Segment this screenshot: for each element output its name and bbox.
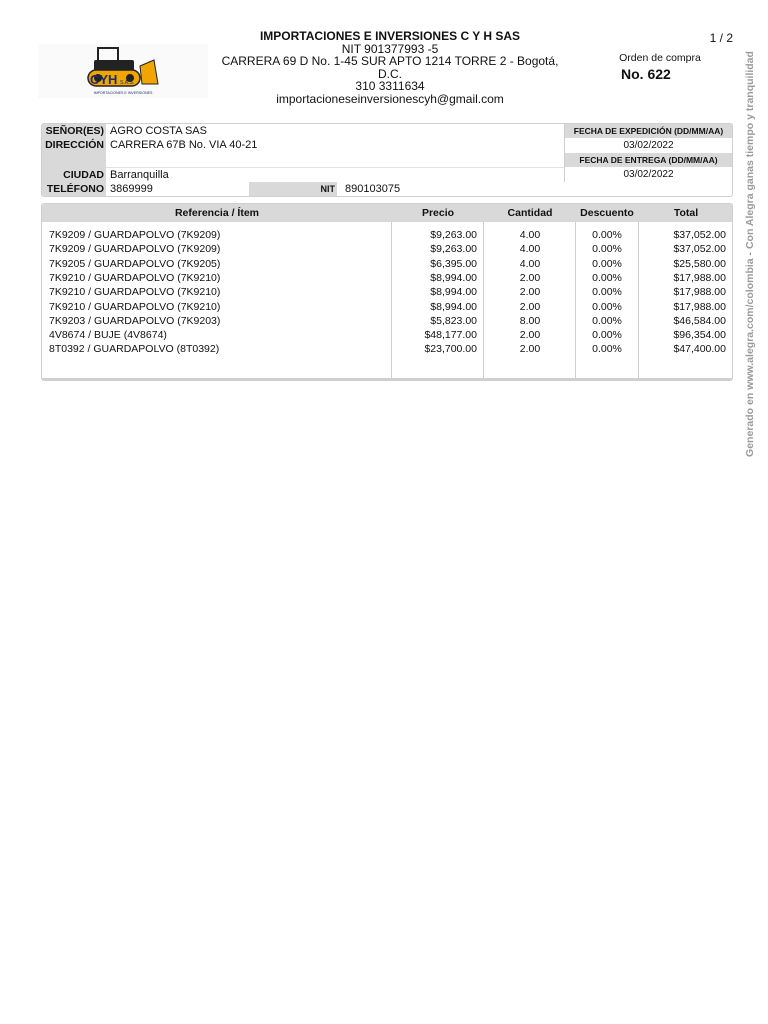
value-telefono: 3869999 — [110, 183, 153, 195]
cell-precio: $6,395.00 — [430, 257, 477, 270]
side-note — [742, 52, 758, 456]
header-referencia: Referencia / Ítem — [174, 207, 260, 219]
cell-precio: $5,823.00 — [430, 314, 477, 327]
table-row — [42, 343, 732, 357]
cell-total: $25,580.00 — [673, 257, 726, 270]
cell-ref: 8T0392 / GUARDAPOLVO (8T0392) — [49, 343, 220, 356]
cell-precio: $8,994.00 — [430, 271, 477, 284]
company-phone: 310 3311634 — [355, 79, 425, 93]
value-nit: 890103075 — [345, 183, 401, 195]
company-name: IMPORTACIONES E INVERSIONES C Y H SAS — [259, 29, 521, 43]
cell-ref: 7K9205 / GUARDAPOLVO (7K9205) — [49, 257, 221, 270]
cell-cantidad: 2.00 — [519, 343, 541, 356]
purchase-order — [600, 52, 720, 82]
cell-cantidad: 4.00 — [519, 257, 541, 270]
label-telefono: TELÉFONO — [42, 182, 106, 196]
cell-total: $37,052.00 — [673, 229, 726, 241]
cell-cantidad: 4.00 — [519, 229, 541, 241]
table-row — [42, 272, 732, 286]
cell-total: $17,988.00 — [673, 271, 726, 284]
company-info — [210, 30, 570, 105]
table-row — [42, 329, 732, 343]
order-number: No. 622 — [621, 66, 671, 82]
fecha-expedicion-value: 03/02/2022 — [623, 140, 674, 151]
cell-descuento: 0.00% — [592, 229, 622, 241]
table-row — [42, 315, 732, 329]
cell-ref: 7K9203 / GUARDAPOLVO (7K9203) — [49, 314, 221, 327]
header-descuento: Descuento — [580, 207, 634, 219]
table-row — [42, 243, 732, 257]
cell-total: $47,400.00 — [673, 343, 726, 356]
header-total: Total — [673, 207, 699, 219]
cell-precio: $23,700.00 — [424, 343, 477, 356]
fecha-entrega-value: 03/02/2022 — [623, 169, 674, 180]
cell-total: $17,988.00 — [673, 286, 726, 299]
cell-cantidad: 4.00 — [519, 243, 541, 256]
cell-total: $17,988.00 — [673, 300, 726, 313]
company-email: importacioneseinversionescyh@gmail.com — [276, 91, 504, 106]
cell-total: $37,052.00 — [673, 243, 726, 256]
cell-ref: 7K9210 / GUARDAPOLVO (7K9210) — [49, 271, 221, 284]
page-number: 1 / 2 — [709, 31, 733, 45]
client-info-box — [41, 123, 733, 197]
table-row — [42, 286, 732, 300]
cell-cantidad: 2.00 — [519, 300, 541, 313]
cell-cantidad: 2.00 — [519, 271, 541, 284]
cell-ref: 7K9210 / GUARDAPOLVO (7K9210) — [49, 286, 221, 299]
table-row — [42, 258, 732, 272]
value-senores: AGRO COSTA SAS — [110, 125, 207, 137]
cell-precio: $48,177.00 — [424, 329, 477, 342]
cell-ref: 7K9210 / GUARDAPOLVO (7K9210) — [49, 300, 221, 313]
table-row — [42, 301, 732, 315]
company-logo — [38, 44, 208, 98]
header-precio: Precio — [421, 207, 455, 219]
cell-cantidad: 8.00 — [519, 314, 541, 327]
bulldozer-logo-icon — [38, 44, 208, 98]
logo-sub: S.A.S. — [120, 80, 135, 86]
side-note-text: Generado en www.alegra.com/colombia - Con Alegra ganas tiempo y tranquilidad — [744, 51, 756, 457]
label-ciudad: CIUDAD — [42, 168, 106, 182]
cell-precio: $9,263.00 — [430, 229, 477, 241]
cell-ref: 7K9209 / GUARDAPOLVO (7K9209) — [49, 243, 221, 256]
cell-cantidad: 2.00 — [519, 329, 541, 342]
fecha-entrega-label: FECHA DE ENTREGA (DD/MM/AA) — [565, 153, 732, 167]
value-ciudad: Barranquilla — [110, 169, 169, 181]
cell-total: $46,584.00 — [673, 314, 726, 327]
label-senores: SEÑOR(ES) — [42, 124, 106, 138]
logo-text: CYH — [90, 72, 118, 87]
cell-descuento: 0.00% — [592, 243, 622, 256]
cell-precio: $9,263.00 — [430, 243, 477, 256]
table-bottom-border — [42, 378, 732, 380]
label-nit: NIT — [249, 182, 337, 196]
cell-descuento: 0.00% — [592, 257, 622, 270]
cell-descuento: 0.00% — [592, 300, 622, 313]
header-cantidad: Cantidad — [507, 207, 553, 219]
value-direccion: CARRERA 67B No. VIA 40-21 — [110, 139, 258, 151]
label-direccion: DIRECCIÓN — [42, 138, 106, 168]
cell-precio: $8,994.00 — [430, 286, 477, 299]
cell-descuento: 0.00% — [592, 329, 622, 342]
order-label: Orden de compra — [619, 52, 701, 64]
cell-ref: 4V8674 / BUJE (4V8674) — [49, 329, 167, 342]
fecha-expedicion-label: FECHA DE EXPEDICIÓN (DD/MM/AA) — [565, 124, 732, 138]
cell-cantidad: 2.00 — [519, 286, 541, 299]
cell-precio: $8,994.00 — [430, 300, 477, 313]
cell-ref: 7K9209 / GUARDAPOLVO (7K9209) — [49, 229, 221, 241]
logo-tagline: IMPORTACIONES E INVERSIONES — [93, 91, 153, 95]
company-address-line2: D.C. — [378, 66, 402, 81]
address-divider — [106, 167, 564, 168]
cell-descuento: 0.00% — [592, 271, 622, 284]
cell-descuento: 0.00% — [592, 286, 622, 299]
cell-total: $96,354.00 — [673, 329, 726, 342]
company-address-line1: CARRERA 69 D No. 1-45 SUR APTO 1214 TORRE 2 - Bogotá, — [221, 54, 559, 68]
cell-descuento: 0.00% — [592, 343, 622, 356]
table-row — [42, 229, 732, 243]
items-table-header — [42, 204, 732, 222]
company-nit: NIT 901377993 -5 — [341, 41, 439, 56]
items-table — [41, 203, 733, 381]
cell-descuento: 0.00% — [592, 314, 622, 327]
